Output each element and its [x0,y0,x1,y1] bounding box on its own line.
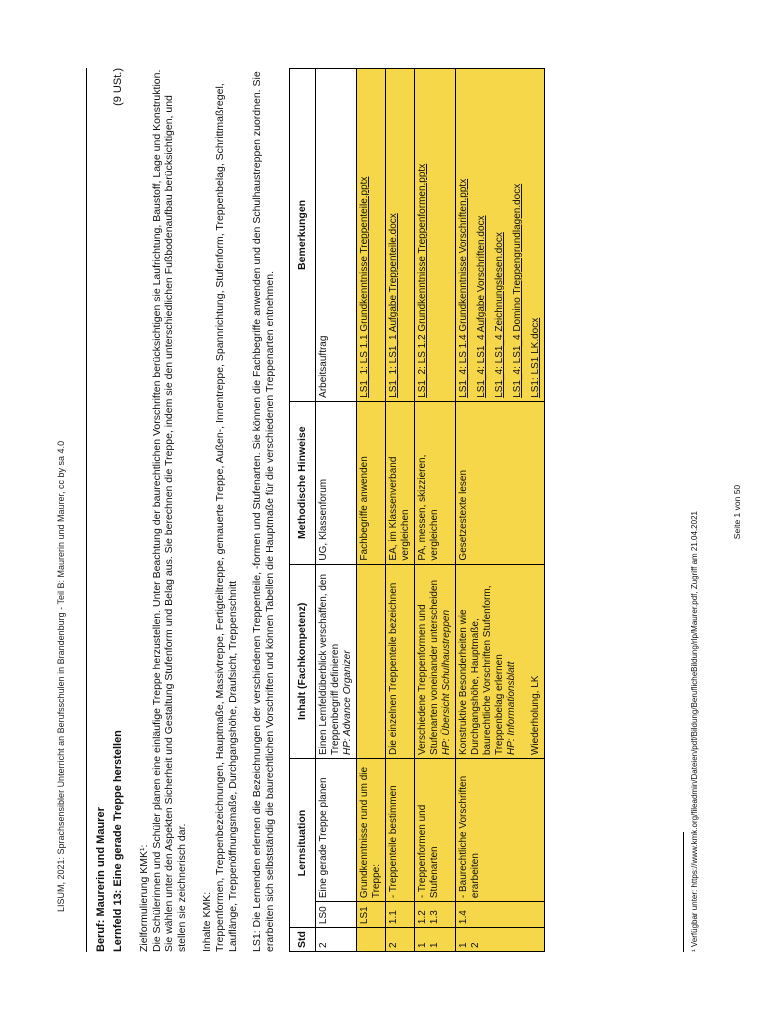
cell-inhalt [414,564,455,758]
std-value: 2 [469,942,481,948]
inhalt-hp: HP: Informationsblatt [505,661,517,756]
cell-bemerkung [356,69,385,402]
table-row-1-1 [385,69,414,952]
cell-bemerkung: Arbeitsauftrag [315,69,356,402]
cell-code: 1.1 [385,902,414,928]
code-value: 1.3 [428,910,440,925]
hours-label: (9 USt.) [112,68,125,106]
inhalte-text: Treppenformen, Treppenbezeichnungen, Hauptmaße, Massivtreppe, Fertigteiltreppe, gemauerte Treppe, Außen-, Innentreppe, Spannrichtung, Stufenform, Treppenbelag, Schrittmaßregel, Lauflänge, Treppenöffnungsmaße, Durchgangshöhe, Draufsicht, Treppenschnitt [213,83,239,952]
cell-situation: - Treppenformen und Stufenarten [414,759,455,902]
header-bemerkungen: Bemerkungen [289,69,315,402]
file-link[interactable]: LS1: LS1 LK.docx [529,317,541,398]
file-link[interactable]: LS1_1: LS 1.1 Grundkenntnisse Treppenteile.pptx [358,176,370,398]
cell-std [414,928,455,952]
cell-methode: UG, Klassenforum [315,401,356,564]
inhalt-text: Verschiedene Treppenformen und Stufenarten voneinander unterscheiden [416,579,440,756]
lernfeld-title: Lernfeld 13: Eine gerade Treppe herstellen [112,730,125,952]
lernsituation-table [289,68,545,952]
page-content [95,68,545,952]
cell-methode: Fachbegriffe anwenden [356,401,385,564]
inhalte-section [201,68,239,952]
cell-bemerkung [385,69,414,402]
header-lernsituation: Lernsituation [289,759,315,928]
cell-methode: EA, im Klassenverband vergleichen [385,401,414,564]
inhalt-text: Einen Lernfeldüberblick verschaffen, den Treppenbegriff definieren [317,573,341,756]
cell-code: 1.4 [455,902,544,928]
cell-situation: Grundkenntnisse rund um die Treppe: [356,759,385,902]
cell-code [414,902,455,928]
file-link[interactable]: LS1_4: LS1_4 Zeichnungslesen.docx [493,232,505,398]
header-inhalt: Inhalt (Fachkompetenz) [289,564,315,758]
code-value: 1.2 [416,910,428,925]
header-methodik: Methodische Hinweise [289,401,315,564]
cell-code: LS0 [315,902,356,928]
cell-inhalt [356,564,385,758]
cell-code: LS1 [356,902,385,928]
beruf-title: Beruf: Maurerin und Maurer [95,807,107,952]
page-number: Seite 1 von 50 [732,484,742,540]
cell-inhalt [455,564,544,758]
cell-std [455,928,544,952]
cell-situation: - Treppenteile bestimmen [385,759,414,902]
inhalt-text: Konstruktive Besonderheiten wie Durchgangshöhe, Hauptmaße, baurechtliche Vorschriften Stufenform, Treppenbelag erlernen [457,585,505,756]
cell-bemerkung [414,69,455,402]
header-divider [86,68,87,952]
ls1-description: LS1: Die Lernenden erlernen die Bezeichnungen der verschiedenen Treppenteile, -formen und Stufenarten. Sie können die Fachbegriffe anwenden und den Schulhaustreppen zuordnen. Sie erarbeiten sich selbstständig die baurechtlichen Vorschriften und können Tabellen die Hauptmaße für die verschiedenen Treppenarten entnehmen. [251,71,277,952]
inhalte-label: Inhalte KMK: [201,891,213,952]
cell-methode: Gesetzestexte lesen [455,401,544,564]
table-row-ls1-title [356,69,385,952]
inhalt-text: Wiederholung, LK [529,675,541,756]
footnote: ¹ Verfügbar unter: https://www.kmk.org/fileadmin/Dateien/pdf/Bildung/BeruflicheBildung/rlp/Maurer.pdf, Zugriff am 21.04.2021 [690,511,699,952]
cell-std: 2 [315,928,356,952]
cell-inhalt [315,564,356,758]
page-header: LISUM, 2021: Sprachsensibler Unterricht an Berufsschulen in Brandenburg - Teil B: Maurerin und Maurer, cc by sa 4.0 [56,440,66,912]
std-value: 1 [416,942,428,948]
cell-methode: PA, messen, skizzieren, vergleichen [414,401,455,564]
file-link[interactable]: LS1_1: LS1_1 Aufgabe Treppenteile.docx [387,213,399,398]
cell-std: 2 [385,928,414,952]
std-value: 1 [428,942,440,948]
inhalt-hp: HP: Advance Organizer [341,650,353,756]
table-header-row [289,69,315,952]
file-link[interactable]: LS1_4: LS1_4 Domino Treppengrundlagen.docx [511,183,523,398]
cell-bemerkung [455,69,544,402]
file-link[interactable]: LS1_4: LS 1.4 Grundkenntnisse Vorschriften.pptx [457,178,469,398]
table-row-1-2 [414,69,455,952]
cell-std [356,928,385,952]
table-row-ls0 [315,69,356,952]
file-link[interactable]: LS1_4: LS1_4 Aufgabe Vorschriften.docx [475,215,487,398]
file-link[interactable]: LS1_2: LS 1.2 Grundkenntnisse Treppenformen.pptx [416,163,428,398]
table-row-1-4 [455,69,544,952]
cell-situation: - Baurechtliche Vorschriften erarbeiten [455,759,544,902]
cell-situation: Eine gerade Treppe planen [315,759,356,902]
cell-inhalt: Die einzelnen Treppenteile bezeichnen [385,564,414,758]
footnote-divider [683,832,684,952]
std-value: 1 [457,942,469,948]
header-std: Std [289,928,315,952]
inhalt-hp: HP: Übersicht Schulhaustreppen [440,609,452,756]
lernfeld-title-row [112,68,125,952]
ziel-text: Die Schülerinnen und Schüler planen eine einläufige Treppe herzustellen. Unter Beachtung der baurechtlichen Vorschriften berücksichtigen sie Laufrichtung, Baustoff, Lage und Konstruktion. Sie wählen unter den Aspekten Sicherheit und Gestaltung Stufenform und Belag aus. Sie berechnen die Treppe, indem sie den unterschiedlichen Fußbodenaufbau berücksichtigen, und stellen sie zeichnerisch dar. [150,69,189,952]
ziel-section [138,68,189,952]
ziel-label: Zielformulierung KMK¹: [137,844,150,952]
